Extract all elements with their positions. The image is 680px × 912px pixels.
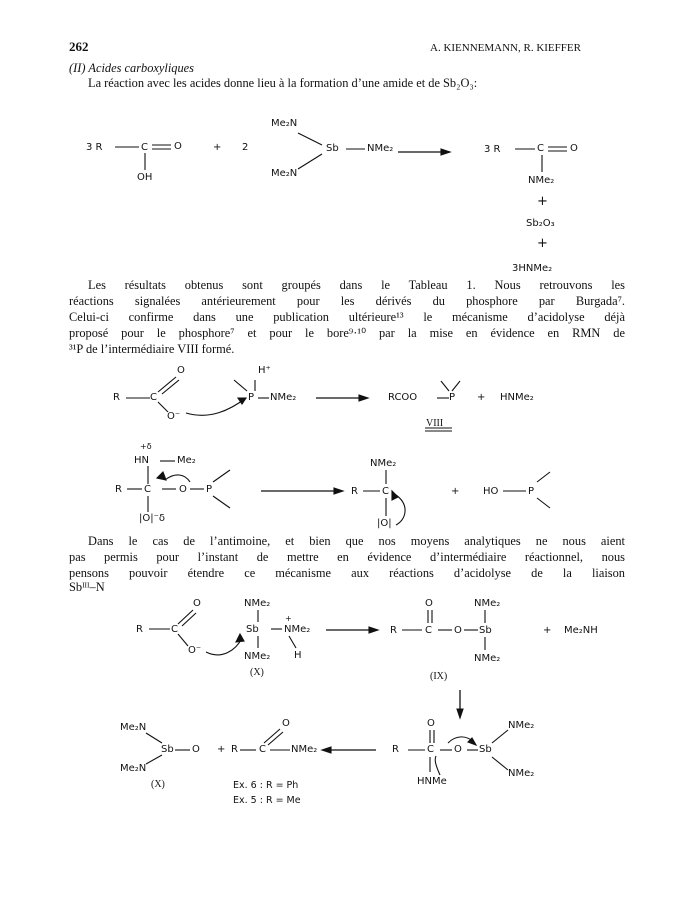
scheme5-antimony: Sb [161, 744, 174, 755]
paragraph-line: Celui-ci confirme dans une publication ultérieure¹³ le mécanisme d’acidolyse déjà [69, 310, 625, 324]
scheme5-oxygen-2: O [454, 744, 462, 755]
scheme2-r: R [113, 392, 120, 403]
paragraph-line: réactions signalées antérieurement pour les dérivés du phosphore par Burgada⁷. [69, 294, 625, 308]
paragraph-line: pensons pouvoir étendre ce mécanisme aux réactions d’acidolyse de la liaison [69, 566, 625, 580]
scheme5-nme2-a: NMe₂ [508, 720, 535, 731]
paragraph-line: proposé pour le phosphore⁷ et pour le bore⁹·¹⁰ par la mise en évidence en RMN de [69, 326, 625, 340]
scheme1-sb2o3: Sb₂O₃ [526, 218, 555, 229]
scheme5-intermediate-oxygen: O [427, 718, 435, 729]
scheme4-product-oxygen: O [425, 598, 433, 609]
scheme3-phosphorus: P [206, 484, 213, 495]
paragraph-line: La réaction avec les acides donne lieu à la formation d’une amide et de Sb₂O₃: [88, 76, 478, 90]
scheme1-acid-coef: 3 R [86, 142, 103, 153]
scheme4-r2: R [390, 625, 397, 636]
scheme2-plus: + [477, 392, 486, 403]
scheme1-nme2-top: Me₂N [271, 118, 298, 129]
scheme2-phosphorus: P [248, 392, 255, 403]
scheme4-r: R [136, 624, 143, 635]
scheme2-rcoo: RCOO [388, 392, 418, 403]
scheme4-product-nme2-top: NMe₂ [474, 598, 501, 609]
scheme2-phosphorus-2: P [449, 392, 456, 403]
scheme2-carboxylate-o: O⁻ [167, 411, 181, 422]
scheme5-nme2-b: NMe₂ [508, 768, 535, 779]
scheme3-r2: R [351, 486, 358, 497]
scheme1-sb-coef: 2 [242, 142, 249, 153]
scheme1-product-oxygen: O [570, 143, 578, 154]
scheme4-antimony: Sb [246, 624, 259, 635]
scheme4-carbon: C [171, 624, 178, 635]
scheme5-r: R [231, 744, 238, 755]
scheme1-nme2-right: NMe₂ [367, 143, 394, 154]
scheme1-nme2-bottom: Me₂N [271, 168, 298, 179]
scheme3-hn: HN [134, 455, 149, 466]
scheme1-product-carbon: C [537, 143, 544, 154]
scheme3-plus: + [451, 486, 460, 497]
scheme4-plus: + [543, 625, 552, 636]
scheme3-nme2: NMe₂ [370, 458, 397, 469]
scheme5-oxygen: O [192, 744, 200, 755]
scheme3-o-minus-delta: |O|⁻δ [139, 513, 166, 524]
scheme1-plus: + [213, 142, 222, 153]
scheme5-plus: + [217, 744, 226, 755]
scheme3-carbon: C [144, 484, 151, 495]
scheme1-carbon: C [141, 142, 148, 153]
scheme2-label-viii: VIII [426, 418, 444, 429]
scheme5-carbon-2: C [427, 744, 434, 755]
scheme5-hnme: HNMe [417, 776, 447, 787]
scheme5-amide-oxygen: O [282, 718, 290, 729]
paragraph-line: Sbᴵᴵᴵ–N [69, 580, 105, 594]
scheme4-nme2-right: NMe₂ [284, 624, 311, 635]
scheme3-delta-plus: +δ [140, 442, 152, 451]
scheme5-r2: R [392, 744, 399, 755]
section-title: (II) Acides carboxyliques [69, 61, 195, 75]
scheme1-oxygen: O [174, 141, 182, 152]
scheme4-label-ix: (IX) [430, 671, 448, 682]
scheme4-nme2-bottom: NMe₂ [244, 651, 271, 662]
scheme4-nme2-top: NMe₂ [244, 598, 271, 609]
scheme4-plus-charge: + [285, 614, 292, 623]
scheme3-me2: Me₂ [177, 455, 196, 466]
scheme3-phosphorus-2: P [528, 486, 535, 497]
scheme5-label-x: (X) [151, 779, 165, 790]
paragraph-line: pas permis pour l’instant de mettre en évidence d’intermédiaire réactionnel, nous [69, 550, 625, 564]
scheme3-oxygen: O [179, 484, 187, 495]
scheme5-amide-nme2: NMe₂ [291, 744, 318, 755]
scheme4-hydrogen: H [294, 650, 302, 661]
scheme5-me2n-bottom: Me₂N [120, 763, 147, 774]
scheme2-proton: H⁺ [258, 365, 271, 376]
page-number: 262 [69, 39, 89, 54]
scheme4-antimony-2: Sb [479, 625, 492, 636]
scheme1-amide-nme2: NMe₂ [528, 175, 555, 186]
scheme3-r: R [115, 484, 122, 495]
scheme2-nme2: NMe₂ [270, 392, 297, 403]
paragraph-line: Les résultats obtenus sont groupés dans le Tableau 1. Nous retrouvons les [88, 278, 625, 292]
scheme4-product-nme2-bottom: NMe₂ [474, 653, 501, 664]
scheme1-plus-3: + [537, 236, 548, 251]
scheme1-hnme2: 3HNMe₂ [512, 263, 553, 274]
scheme2-oxygen-top: O [177, 365, 185, 376]
scheme2-hnme2: HNMe₂ [500, 392, 534, 403]
scheme5-me2n-top: Me₂N [120, 722, 147, 733]
scheme3-carbon-2: C [382, 486, 389, 497]
scheme4-label-x: (X) [250, 667, 264, 678]
scheme5-antimony-2: Sb [479, 744, 492, 755]
scheme1-hydroxyl: OH [137, 172, 153, 183]
scheme4-carboxylate-o: O⁻ [188, 645, 202, 656]
scheme4-carbon-2: C [425, 625, 432, 636]
scheme4-oxygen-top: O [193, 598, 201, 609]
scheme4-me2nh: Me₂NH [564, 625, 598, 636]
running-header-authors: A. KIENNEMANN, R. KIEFFER [430, 42, 581, 54]
scheme2-carbon: C [150, 392, 157, 403]
scheme1-product-coef: 3 R [484, 144, 501, 155]
paragraph-line: Dans le cas de l’antimoine, et bien que nos moyens analytiques ne nous aient [88, 534, 625, 548]
paragraph-line: ³¹P de l’intermédiaire VIII formé. [69, 342, 235, 356]
scheme5-carbon: C [259, 744, 266, 755]
scheme5-example-5: Ex. 5 : R = Me [233, 795, 301, 806]
scheme3-oxygen-2: |O| [377, 518, 392, 529]
scheme1-antimony: Sb [326, 143, 339, 154]
scheme5-example-6: Ex. 6 : R = Ph [233, 780, 299, 791]
scheme3-ho: HO [483, 486, 499, 497]
scheme1-plus-2: + [537, 194, 548, 209]
scheme4-oxygen-2: O [454, 625, 462, 636]
